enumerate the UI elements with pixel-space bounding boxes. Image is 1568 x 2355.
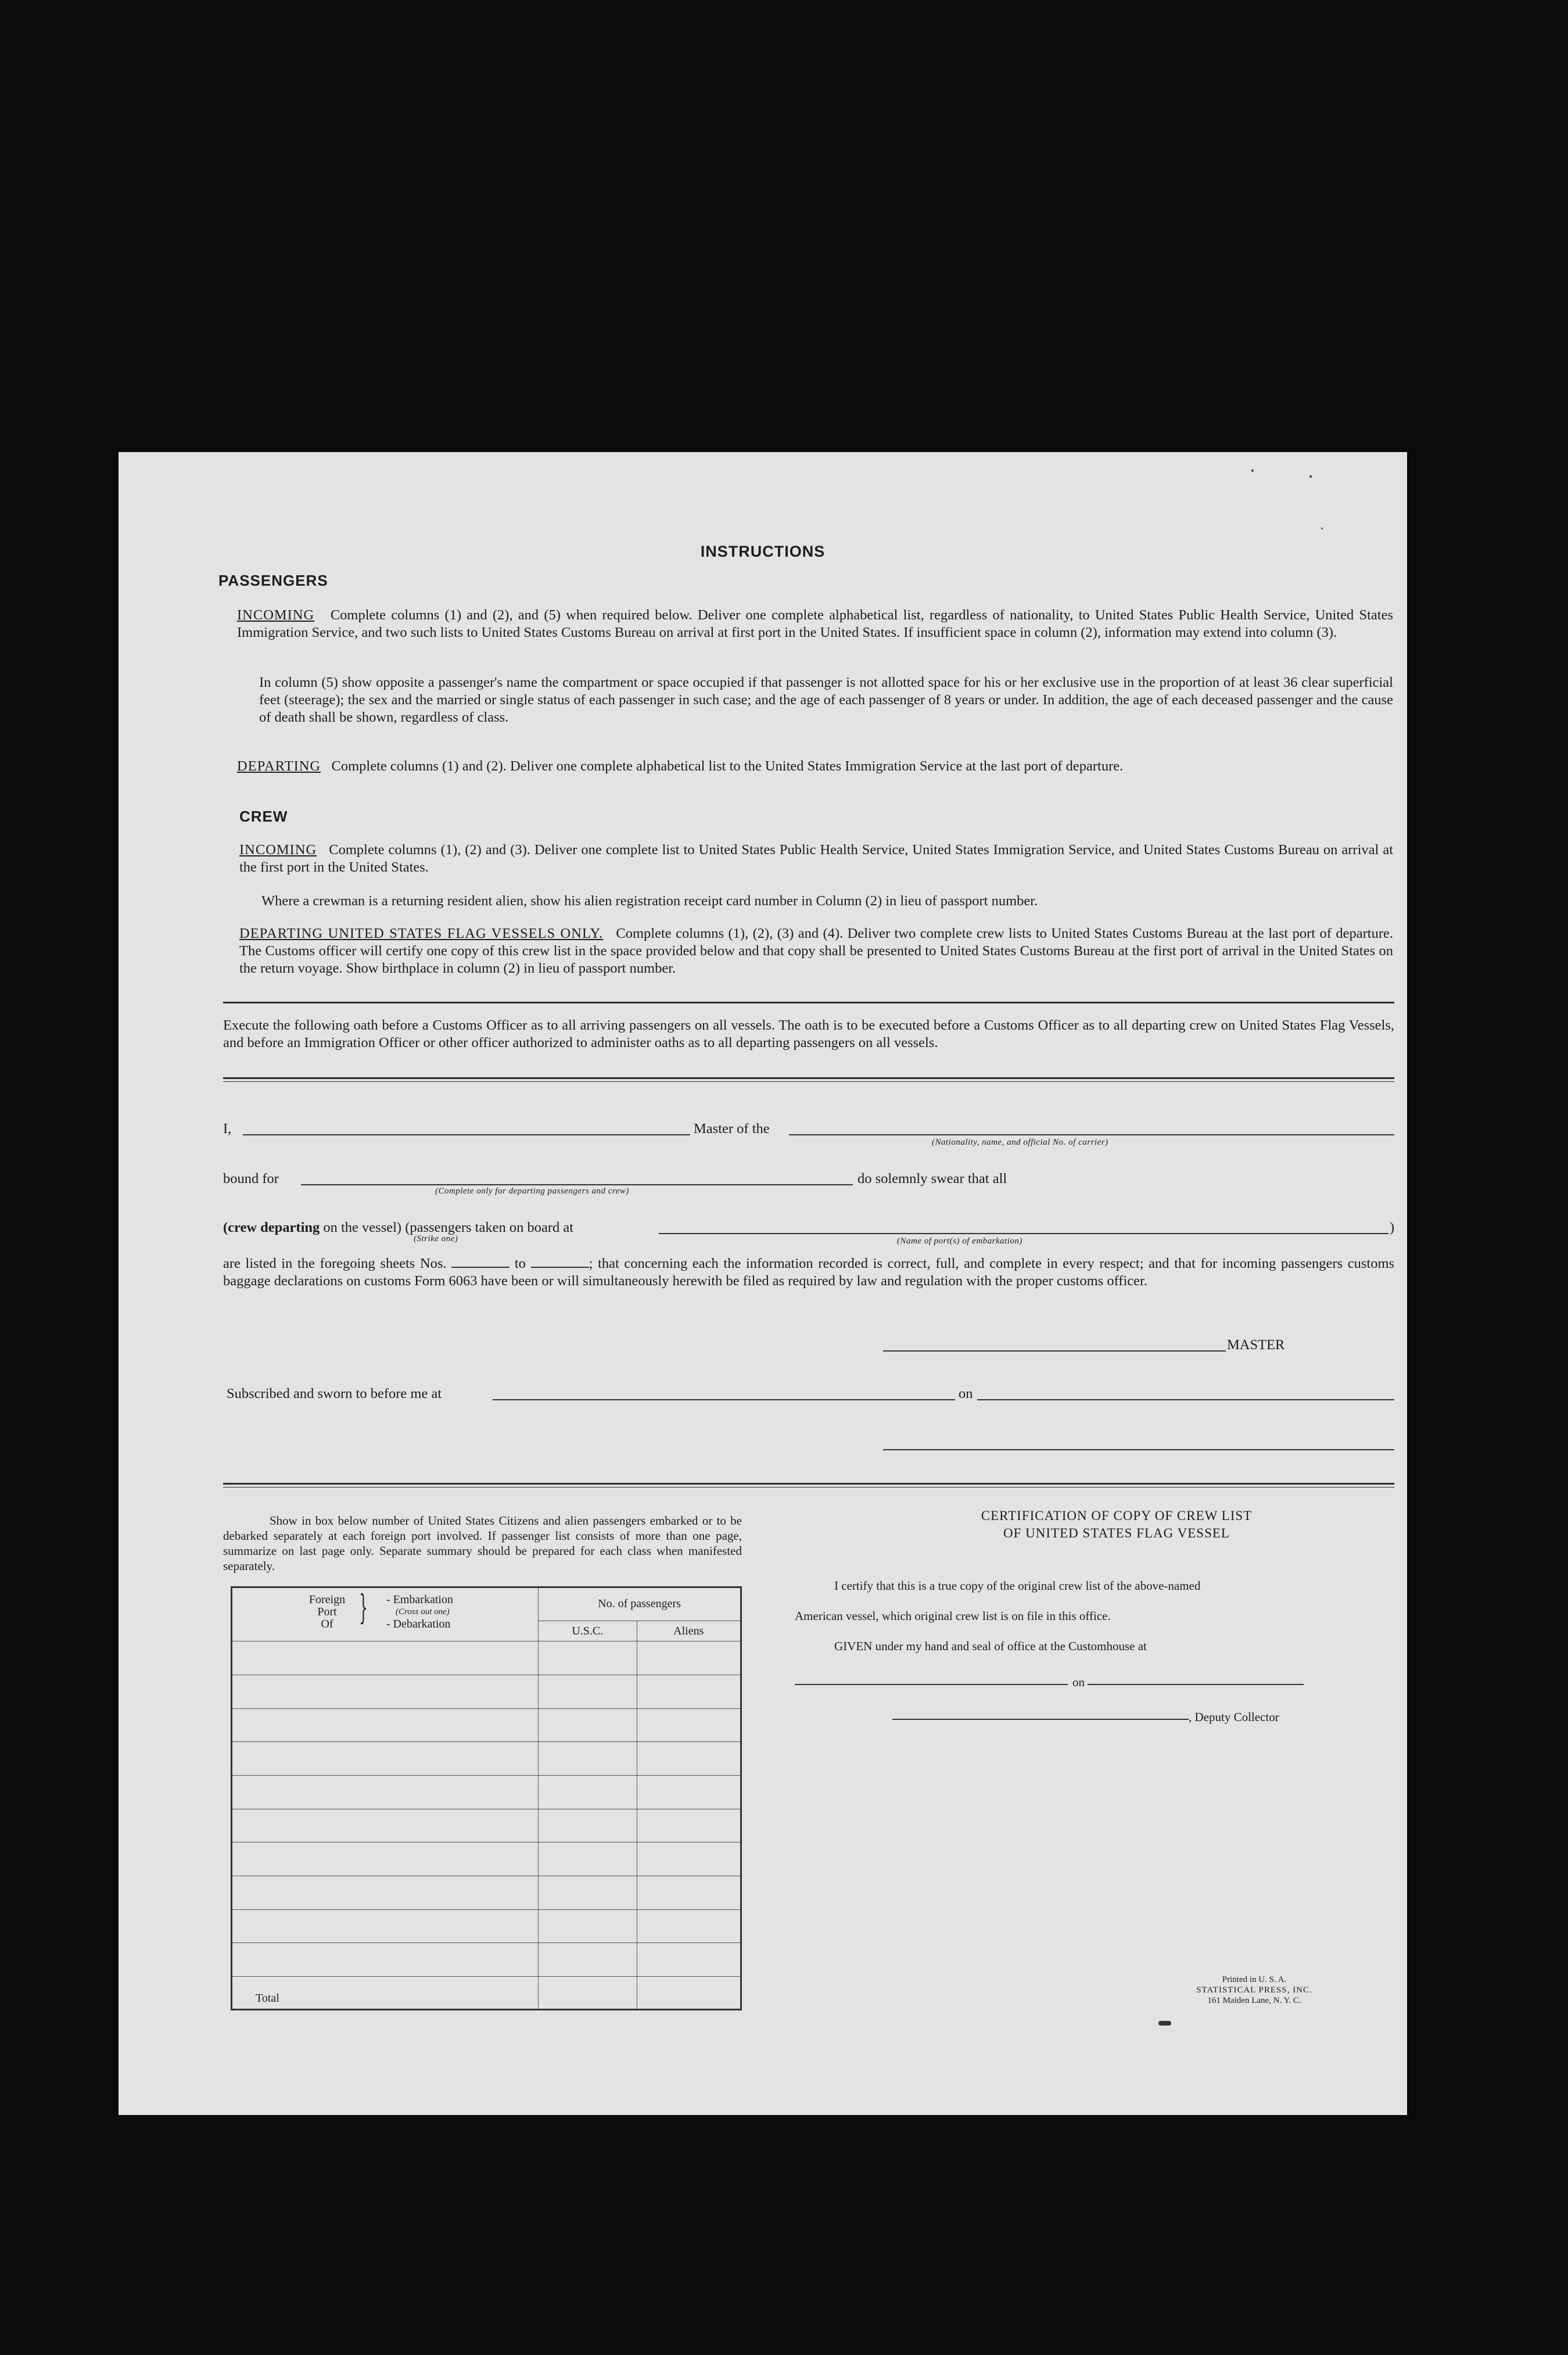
printer-line2: STATISTICAL PRESS, INC. (1196, 1985, 1312, 1995)
port-caption: (Name of port(s) of embarkation) (897, 1236, 1022, 1246)
passengers-taken-label: (passengers taken on board at (405, 1220, 574, 1235)
port-cell[interactable] (232, 1909, 539, 1943)
port-label: Port (317, 1605, 337, 1618)
cross-out-caption: (Cross out one) (396, 1607, 450, 1616)
table-row (232, 1775, 741, 1809)
aliens-header: Aliens (637, 1621, 741, 1641)
crew-incoming-paragraph (239, 841, 1393, 876)
divider-rule (223, 1077, 1394, 1079)
speck (1251, 469, 1254, 472)
oath-intro: Execute the following oath before a Customs Officer as to all arriving passengers on all vessels. The oath is to be executed before a Customs Officer as to all departing crew on United States Flag Vessels, and before an Immigration Officer or other officer authorized to administer oaths as to all departing passengers on all vessels. (223, 1017, 1394, 1051)
usc-cell[interactable] (539, 1641, 637, 1675)
aliens-cell[interactable] (637, 1775, 741, 1809)
sheet-to-field[interactable] (531, 1253, 589, 1268)
usc-cell[interactable] (539, 1943, 637, 1977)
port-cell[interactable] (232, 1675, 539, 1708)
certify-line2: American vessel, which original crew list is on file in this office. (795, 1609, 1111, 1623)
table-row (232, 1909, 741, 1943)
crewman-paragraph: Where a crewman is a returning resident alien, show his alien registration receipt card number in Column (2) in lieu of passport number. (261, 893, 1038, 909)
customhouse-field[interactable] (795, 1684, 1068, 1685)
table-row (232, 1742, 741, 1776)
table-row (232, 1641, 741, 1675)
usc-cell[interactable] (539, 1909, 637, 1943)
foreign-port-of (301, 1594, 353, 1630)
passengers-departing-paragraph (237, 758, 1393, 775)
usc-cell[interactable] (539, 1742, 637, 1776)
sheet-from-field[interactable] (451, 1253, 509, 1268)
sworn-date-field[interactable] (977, 1399, 1394, 1400)
departing-text: Complete columns (1) and (2). Deliver one complete alphabetical list to the United States Immigration Service at the last port of departure. (331, 758, 1124, 774)
total-label: Total (232, 1977, 539, 2010)
port-cell[interactable] (232, 1742, 539, 1776)
certification-title-line2: OF UNITED STATES FLAG VESSEL (1003, 1526, 1230, 1540)
crew-departing-line (223, 1219, 573, 1236)
aliens-cell[interactable] (637, 1641, 741, 1675)
master-of-label: Master of the (694, 1121, 770, 1137)
port-cell[interactable] (232, 1843, 539, 1876)
crew-incoming-text: Complete columns (1), (2) and (3). Deliver one complete list to United States Public Health Service, United States Immigration Service, and United States Customs Bureau on arrival at the first port in the United States. (239, 842, 1394, 875)
given-line: GIVEN under my hand and seal of office at the Customhouse at (834, 1639, 1147, 1653)
usc-cell[interactable] (539, 1775, 637, 1809)
port-cell[interactable] (232, 1641, 539, 1675)
instructions-title: INSTRUCTIONS (700, 543, 826, 560)
table-row (232, 1876, 741, 1910)
bound-for-label: bound for (223, 1171, 279, 1187)
usc-cell[interactable] (539, 1708, 637, 1742)
master-sign-label: MASTER (1227, 1337, 1285, 1353)
embarkation-label: - Embarkation (386, 1593, 453, 1606)
departing-label: DEPARTING (237, 758, 321, 774)
divider-rule (223, 1483, 1394, 1485)
aliens-cell[interactable] (637, 1742, 741, 1776)
sworn-place-field[interactable] (493, 1399, 955, 1400)
table-row (232, 1843, 741, 1876)
certification-title-line1: CERTIFICATION OF COPY OF CREW LIST (981, 1508, 1253, 1523)
complete-caption: (Complete only for departing passengers and crew) (435, 1187, 629, 1196)
table-row (232, 1708, 741, 1742)
aliens-cell[interactable] (637, 1909, 741, 1943)
column5-paragraph: In column (5) show opposite a passenger's name the compartment or space occupied if that passenger is not allotted space for his or her exclusive use in the proportion of at least 36 clear superficial feet (steerage); the sex and the married or single status of each passenger in such case; and the age of each passenger of 8 years or under. In addition, the age of each deceased passenger and the cause of death shall be shown, regardless of class. (259, 675, 1393, 725)
certification-title (849, 1507, 1384, 1542)
table-row (232, 1809, 741, 1843)
incoming-text: Complete columns (1) and (2), and (5) when required below. Deliver one complete alphabetical list, regardless of nationality, to United States Public Health Service, United States Immigration Service, and two such lists to United States Customs Bureau on arrival at first port in the United States. If insufficient space in column (2), information may extend into column (3). (237, 607, 1393, 640)
aliens-cell[interactable] (637, 1809, 741, 1843)
printer-line1: Printed in U. S. A. (1222, 1975, 1287, 1984)
port-cell[interactable] (232, 1708, 539, 1742)
on-label: on (959, 1386, 973, 1401)
embarkation-port-field[interactable] (659, 1233, 1388, 1234)
swear-label: do solemnly swear that all (857, 1171, 1007, 1187)
printer-imprint (1129, 1974, 1379, 2006)
debarkation-label: - Debarkation (386, 1618, 451, 1630)
flag-vessels-paragraph (239, 925, 1393, 977)
certify-line1: I certify that this is a true copy of the original crew list of the above-named (834, 1579, 1201, 1593)
master-name-field[interactable] (243, 1134, 690, 1135)
flag-vessels-label: DEPARTING UNITED STATES FLAG VESSELS ONLY. (239, 926, 604, 941)
cert-date-field[interactable] (1088, 1684, 1304, 1685)
listed-suffix: ; that concerning each the information recorded is correct, full, and complete in every respect; and that for incoming passengers customs baggage declarations on customs Form 6063 have been or will simultaneously herewith be filed as required by law and regulation with the proper customs officer. (223, 1256, 1395, 1289)
usc-cell[interactable] (539, 1843, 637, 1876)
subscribed-label: Subscribed and sworn to before me at (227, 1386, 442, 1401)
deputy-label: , Deputy Collector (1189, 1710, 1279, 1724)
total-row (232, 1977, 741, 2010)
to-word: to (514, 1256, 526, 1271)
port-cell[interactable] (232, 1943, 539, 1977)
summary-instructions: Show in box below number of United States Citizens and alien passengers embarked or to be debarked separately at each foreign port involved. If passenger list consists of more than one page, summarize on last page only. Separate summary should be prepared for each class when manifested separately. (223, 1514, 742, 1573)
usc-cell[interactable] (539, 1809, 637, 1843)
embark-debark-labels (386, 1594, 453, 1630)
usc-header: U.S.C. (539, 1621, 637, 1641)
aliens-total-cell[interactable] (637, 1977, 741, 2010)
crew-incoming-label: INCOMING (239, 842, 317, 858)
nationality-caption: (Nationality, name, and official No. of carrier) (932, 1138, 1108, 1147)
aliens-cell[interactable] (637, 1943, 741, 1977)
carrier-field[interactable] (789, 1134, 1394, 1135)
divider-rule (223, 1002, 1394, 1003)
table-row (232, 1675, 741, 1708)
port-header-cell (232, 1587, 539, 1641)
speck (1321, 528, 1323, 529)
usc-cell[interactable] (539, 1876, 637, 1910)
passengers-incoming-paragraph (237, 607, 1393, 641)
speck (1309, 475, 1312, 478)
crew-heading: CREW (239, 808, 288, 825)
no-passengers-header: No. of passengers (539, 1587, 741, 1621)
deputy-signature-field[interactable] (892, 1719, 1189, 1720)
usc-total-cell[interactable] (539, 1977, 637, 2010)
passenger-summary-table (231, 1586, 742, 2010)
ink-mark (1158, 2021, 1171, 2026)
table-row (232, 1943, 741, 1977)
aliens-cell[interactable] (637, 1675, 741, 1708)
port-cell[interactable] (232, 1809, 539, 1843)
cert-on-label: on (1072, 1675, 1085, 1689)
brace-icon: } (359, 1587, 368, 1627)
foreign-label: Foreign (308, 1593, 346, 1606)
incoming-label: INCOMING (237, 607, 315, 623)
printer-line3: 161 Maiden Lane, N. Y. C. (1207, 1996, 1301, 2005)
passengers-heading: PASSENGERS (218, 572, 328, 589)
aliens-cell[interactable] (637, 1843, 741, 1876)
sheets-paragraph (223, 1253, 1394, 1290)
crew-departing-label: (crew departing (223, 1220, 320, 1235)
master-signature-field[interactable] (883, 1350, 1226, 1352)
bound-for-field[interactable] (301, 1184, 853, 1185)
usc-cell[interactable] (539, 1675, 637, 1708)
on-vessel-label: on the vessel) (323, 1220, 402, 1235)
port-cell[interactable] (232, 1876, 539, 1910)
listed-prefix: are listed in the foregoing sheets Nos. (223, 1256, 447, 1271)
strike-caption: (Strike one) (414, 1234, 458, 1243)
port-cell[interactable] (232, 1775, 539, 1809)
divider-rule (223, 1081, 1394, 1082)
aliens-cell[interactable] (637, 1708, 741, 1742)
form-sheet (119, 452, 1407, 2115)
officer-signature-field[interactable] (883, 1449, 1394, 1450)
of-label: Of (321, 1618, 333, 1630)
close-paren: ) (1390, 1220, 1395, 1235)
flag-vessels-text: Complete columns (1), (2), (3) and (4). Deliver two complete crew lists to United States Customs Bureau at the last port of departure. The Customs officer will certify one copy of this crew list in the space provided below and that copy shall be presented to United States Customs Bureau at the first port of arrival in the United States on the return voyage. Show birthplace in column (2) in lieu of passport number. (239, 926, 1393, 976)
i-label: I, (223, 1121, 232, 1137)
aliens-cell[interactable] (637, 1876, 741, 1910)
